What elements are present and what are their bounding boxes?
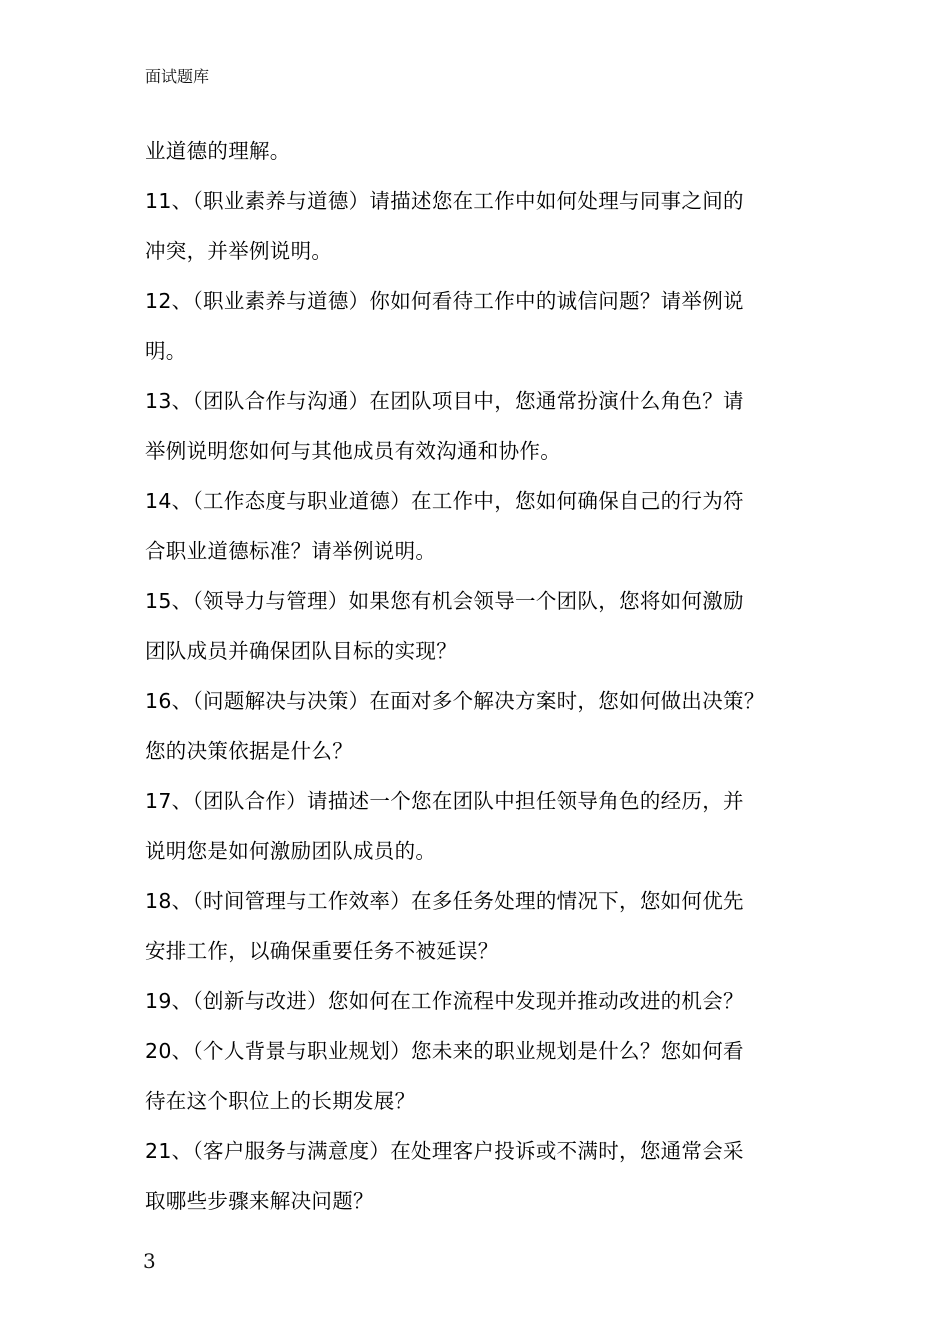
text-line: 明。 [145,339,187,363]
text-line: 团队成员并确保团队目标的实现？ [145,639,457,663]
text-line: 21、（客户服务与满意度）在处理客户投诉或不满时，您通常会采 [145,1139,744,1163]
text-line: 14、（工作态度与职业道德）在工作中，您如何确保自己的行为符 [145,489,744,513]
page-header: 面试题库 [145,67,210,86]
text-line: 说明您是如何激励团队成员的。 [145,839,437,863]
text-line: 待在这个职位上的长期发展？ [145,1089,416,1113]
text-line: 15、（领导力与管理）如果您有机会领导一个团队，您将如何激励 [145,589,744,613]
text-line: 18、（时间管理与工作效率）在多任务处理的情况下，您如何优先 [145,889,744,913]
text-line: 11、（职业素养与道德）请描述您在工作中如何处理与同事之间的 [145,189,744,213]
text-line: 安排工作，以确保重要任务不被延误？ [145,939,499,963]
text-line: 冲突，并举例说明。 [145,239,333,263]
document-body [145,132,810,1232]
text-line: 取哪些步骤来解决问题？ [145,1189,374,1213]
text-line: 业道德的理解。 [145,139,291,163]
text-line: 合职业道德标准？请举例说明。 [145,539,437,563]
text-line: 20、（个人背景与职业规划）您未来的职业规划是什么？您如何看 [145,1039,744,1063]
text-line: 12、（职业素养与道德）你如何看待工作中的诚信问题？请举例说 [145,289,744,313]
text-line: 16、（问题解决与决策）在面对多个解决方案时，您如何做出决策？ [145,689,765,713]
text-line: 举例说明您如何与其他成员有效沟通和协作。 [145,439,561,463]
text-line: 13、（团队合作与沟通）在团队项目中，您通常扮演什么角色？请 [145,389,744,413]
text-line: 17、（团队合作）请描述一个您在团队中担任领导角色的经历，并 [145,789,744,813]
text-line: 19、（创新与改进）您如何在工作流程中发现并推动改进的机会？ [145,989,744,1013]
text-line: 您的决策依据是什么？ [145,739,353,763]
page-number: 3 [143,1249,156,1273]
